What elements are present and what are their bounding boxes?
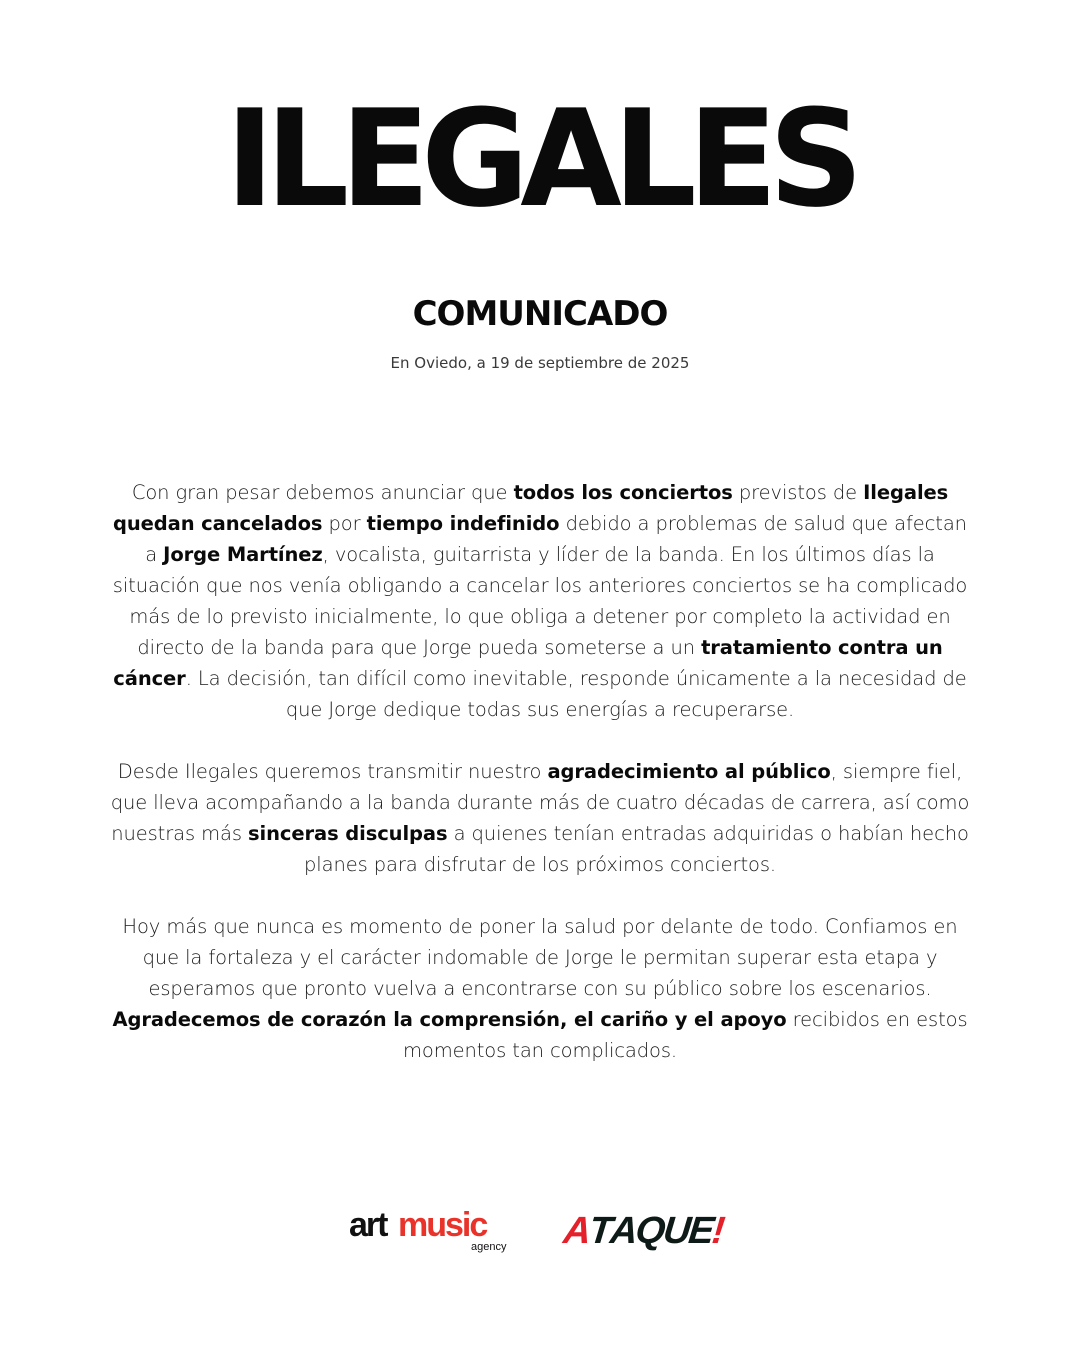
body-text-run: previstos de <box>732 481 864 504</box>
dateline: En Oviedo, a 19 de septiembre de 2025 <box>390 354 690 372</box>
sponsor-logos <box>0 1205 1080 1265</box>
emphasis-text: Agradecemos de corazón la comprensión, el cariño y el apoyo <box>112 1008 787 1031</box>
paragraph-1 <box>105 477 975 725</box>
artmusic-logo-art: art <box>349 1206 387 1244</box>
ataque-logo-text: ATAQUE! <box>561 1210 725 1252</box>
artmusic-logo-agency: agency <box>471 1241 507 1253</box>
body-text-run: , siempre fiel, que lleva acompañando a la banda durante más de cuatro décadas de carrera, así como nuestras más <box>110 760 970 845</box>
body-text-run: recibidos en estos momentos tan complicados. <box>402 1008 968 1062</box>
body-text-run: por <box>322 512 367 535</box>
paragraph-3 <box>105 911 975 1066</box>
emphasis-text: Ilegales quedan cancelados <box>113 481 949 535</box>
artmusic-logo-music: music <box>398 1206 487 1244</box>
body-text-run: debido a problemas de salud que afectan a <box>145 512 967 566</box>
emphasis-text: agradecimiento al público <box>547 760 831 783</box>
emphasis-text: Jorge Martínez <box>163 543 323 566</box>
artmusic-agency-logo <box>349 1205 519 1255</box>
body-text-run: Hoy más que nunca es momento de poner la salud por delante de todo. Confiamos en que la fortaleza y el carácter indomable de Jorge le permitan superar esta etapa y esperamos que pronto vuelva a encontrarse con su público sobre los escenarios. <box>122 915 958 1000</box>
statement-body <box>105 477 975 1097</box>
body-text-run: . La decisión, tan difícil como inevitable, responde únicamente a la necesidad de que Jorge dedique todas sus energías a recuperarse. <box>185 667 967 721</box>
page-title: COMUNICADO <box>412 294 668 334</box>
body-text-run: , vocalista, guitarrista y líder de la banda. En los últimos días la situación que nos venía obligando a cancelar los anteriores conciertos se ha complicado más de lo previsto inicialmente, lo que obliga a detener por completo la actividad en directo de la banda para que Jorge pueda someterse a un <box>112 543 968 659</box>
ataque-logo <box>561 1209 731 1259</box>
paragraph-2 <box>105 756 975 880</box>
band-title: ILEGALES <box>225 81 855 237</box>
emphasis-text: todos los conciertos <box>513 481 733 504</box>
emphasis-text: sinceras disculpas <box>248 822 448 845</box>
body-text-run: Con gran pesar debemos anunciar que <box>131 481 514 504</box>
emphasis-text: tratamiento contra un cáncer <box>113 636 943 690</box>
body-text-run: Desde Ilegales queremos transmitir nuestro <box>117 760 548 783</box>
body-text-run: a quienes tenían entradas adquiridas o habían hecho planes para disfrutar de los próximos conciertos. <box>304 822 969 876</box>
emphasis-text: tiempo indefinido <box>366 512 560 535</box>
